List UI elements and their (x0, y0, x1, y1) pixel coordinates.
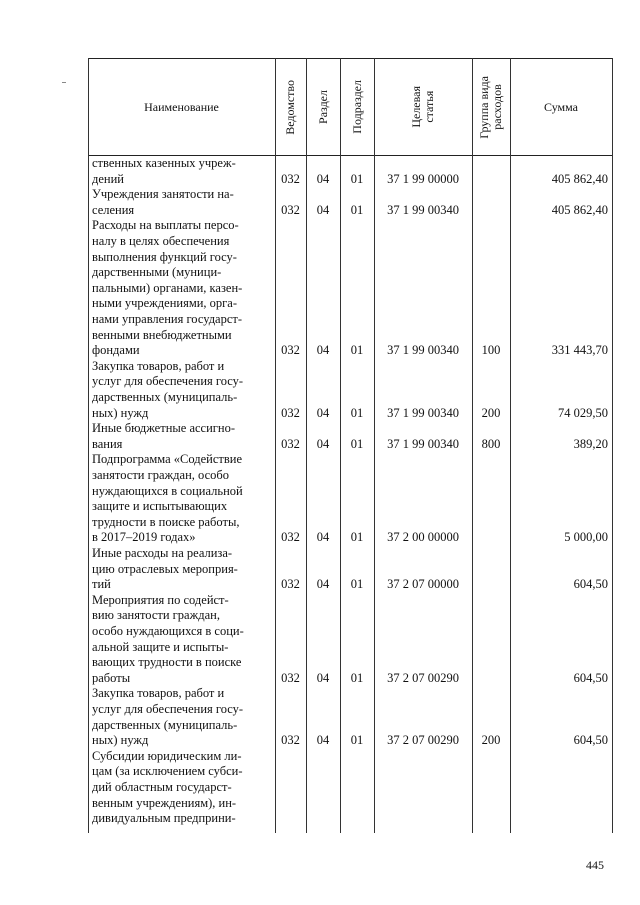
table-row (88, 218, 612, 358)
row-name (92, 359, 269, 421)
row-cs: 37 1 99 00340 (387, 436, 459, 451)
row-sum: 331 443,70 (551, 343, 608, 358)
header-gruppa (472, 59, 510, 155)
row-name-line: альной защите и испыты- (92, 639, 229, 654)
row-name (92, 156, 269, 187)
row-name-line: вания (92, 436, 123, 451)
row-name-line: налу в целях обеспечения (92, 233, 230, 248)
row-sum: 604,50 (573, 733, 608, 748)
row-name-line: выполнения функций госу- (92, 249, 237, 264)
row-name-line: Субсидии юридическим ли- (92, 748, 242, 763)
row-name-line: дений (92, 171, 124, 186)
row-name-line: Мероприятия по содейст- (92, 592, 229, 607)
row-name-line: пальными) органами, казен- (92, 280, 243, 295)
row-razd: 04 (316, 530, 330, 545)
row-name-line: Подпрограмма «Содействие (92, 452, 243, 467)
row-razd: 04 (316, 343, 330, 358)
row-name-line: дарственных (муниципаль- (92, 389, 238, 404)
header-summa (510, 59, 612, 155)
row-sum: 74 029,50 (558, 405, 608, 420)
header-name (88, 59, 275, 155)
row-sum: 405 862,40 (551, 171, 608, 186)
row-razd: 04 (316, 171, 330, 186)
row-name-line: вающих трудности в поиске (92, 655, 242, 670)
column-rule (88, 58, 89, 833)
row-name-line: работы (92, 670, 131, 685)
row-name-line: нуждающихся в социальной (92, 483, 243, 498)
table-row (88, 593, 612, 687)
row-podr: 01 (350, 343, 364, 358)
table-row (88, 187, 612, 218)
row-name (92, 686, 269, 748)
row-name (92, 452, 269, 546)
row-name-line: Закупка товаров, работ и (92, 686, 225, 701)
row-podr: 01 (350, 202, 364, 217)
row-podr: 01 (350, 733, 364, 748)
row-ved: 032 (281, 670, 300, 685)
row-cs: 37 1 99 00340 (387, 405, 459, 420)
table-row (88, 546, 612, 593)
row-ved: 032 (281, 405, 300, 420)
row-name-line: Иные бюджетные ассигно- (92, 421, 236, 436)
row-cs: 37 1 99 00340 (387, 343, 459, 358)
row-name-line: вию занятости граждан, (92, 608, 220, 623)
table-row (88, 421, 612, 452)
row-cs: 37 2 07 00000 (387, 577, 459, 592)
row-name-line: дивидуальным предприни- (92, 811, 236, 826)
row-sum: 405 862,40 (551, 202, 608, 217)
row-name-line: Иные расходы на реализа- (92, 546, 233, 560)
row-name-line: защите и испытывающих (92, 499, 228, 514)
header-summa-label: Сумма (544, 99, 578, 114)
row-podr: 01 (350, 670, 364, 685)
row-name (92, 593, 269, 687)
row-name (92, 749, 269, 827)
row-name-line: цию отраслевых мероприя- (92, 561, 238, 576)
row-cs: 37 1 99 00000 (387, 171, 459, 186)
column-rule (306, 58, 307, 833)
column-rule (510, 58, 511, 833)
row-vr: 200 (481, 405, 501, 420)
row-name-line: Расходы на выплаты персо- (92, 218, 239, 233)
row-name-line: дарственными (муници- (92, 265, 222, 280)
row-ved: 032 (281, 530, 300, 545)
row-name (92, 421, 269, 452)
table-row (88, 156, 612, 187)
row-vr: 800 (481, 436, 501, 451)
row-sum: 5 000,00 (564, 530, 608, 545)
row-razd: 04 (316, 405, 330, 420)
row-razd: 04 (316, 670, 330, 685)
row-name-line: ных) нужд (92, 405, 149, 420)
row-name-line: венными внебюджетными (92, 327, 232, 342)
header-vedomstvo (275, 59, 306, 155)
table-row (88, 749, 612, 827)
header-gruppa-label (478, 76, 504, 139)
row-podr: 01 (350, 171, 364, 186)
row-cs: 37 1 99 00340 (387, 202, 459, 217)
header-name-label: Наименование (144, 99, 219, 114)
row-ved: 032 (281, 202, 300, 217)
header-razdel-label: Раздел (315, 90, 330, 124)
header-vedomstvo-label: Ведомство (283, 79, 297, 135)
row-razd: 04 (316, 436, 330, 451)
row-ved: 032 (281, 733, 300, 748)
row-name-line: ными учреждениями, орга- (92, 296, 238, 311)
row-ved: 032 (281, 171, 300, 186)
header-razdel (306, 59, 340, 155)
row-name-line: занятости граждан, особо (92, 467, 229, 482)
header-celevaya-line1: Целевая (409, 86, 423, 128)
row-name (92, 218, 269, 358)
header-celevaya-label (410, 86, 436, 128)
row-cs: 37 2 00 00000 (387, 530, 459, 545)
column-rule (374, 58, 375, 833)
row-name-line: в 2017–2019 годах» (92, 530, 196, 545)
row-podr: 01 (350, 405, 364, 420)
row-razd: 04 (316, 202, 330, 217)
table-header (88, 58, 612, 156)
row-name-line: фондами (92, 343, 140, 358)
header-podrazdel-label: Подраздел (349, 80, 364, 134)
row-name-line: услуг для обеспечения госу- (92, 701, 244, 716)
row-name-line: дий областным государст- (92, 779, 232, 794)
row-sum: 389,20 (573, 436, 608, 451)
header-gruppa-line2: расходов (490, 84, 504, 130)
row-name-line: дарственных (муниципаль- (92, 717, 238, 732)
row-name (92, 546, 269, 593)
row-sum: 604,50 (573, 670, 608, 685)
column-rule (612, 58, 613, 833)
row-name-line: Закупка товаров, работ и (92, 358, 225, 373)
row-name-line: услуг для обеспечения госу- (92, 374, 244, 389)
row-podr: 01 (350, 530, 364, 545)
table-row (88, 359, 612, 421)
row-name-line: ных) нужд (92, 733, 149, 748)
row-cs: 37 2 07 00290 (387, 733, 459, 748)
row-podr: 01 (350, 577, 364, 592)
page-number: 445 (586, 858, 604, 872)
row-name-line: селения (92, 202, 135, 217)
row-name-line: трудности в поиске работы, (92, 514, 240, 529)
column-rule (275, 58, 276, 833)
row-name (92, 187, 269, 218)
table-row (88, 686, 612, 748)
row-vr: 100 (481, 343, 501, 358)
row-name-line: тий (92, 577, 111, 592)
row-razd: 04 (316, 577, 330, 592)
header-podrazdel (340, 59, 374, 155)
header-celevaya-line2: статья (422, 91, 436, 123)
column-rule (472, 58, 473, 833)
header-gruppa-line1: Группа вида (477, 75, 491, 139)
row-cs: 37 2 07 00290 (387, 670, 459, 685)
row-name-line: цам (за исключением субси- (92, 764, 243, 779)
row-name-line: венным учреждениям), ин- (92, 795, 237, 810)
row-name-line: Учреждения занятости на- (92, 187, 234, 202)
table-row (88, 452, 612, 546)
row-name-line: особо нуждающихся в соци- (92, 623, 244, 638)
row-ved: 032 (281, 436, 300, 451)
row-name-line: нами управления государст- (92, 311, 243, 326)
row-podr: 01 (350, 436, 364, 451)
row-razd: 04 (316, 733, 330, 748)
row-ved: 032 (281, 577, 300, 592)
row-ved: 032 (281, 343, 300, 358)
row-name-line: ственных казенных учреж- (92, 156, 236, 170)
row-vr: 200 (481, 733, 501, 748)
row-sum: 604,50 (573, 577, 608, 592)
margin-mark (62, 82, 66, 83)
column-rule (340, 58, 341, 833)
header-celevaya (374, 59, 472, 155)
